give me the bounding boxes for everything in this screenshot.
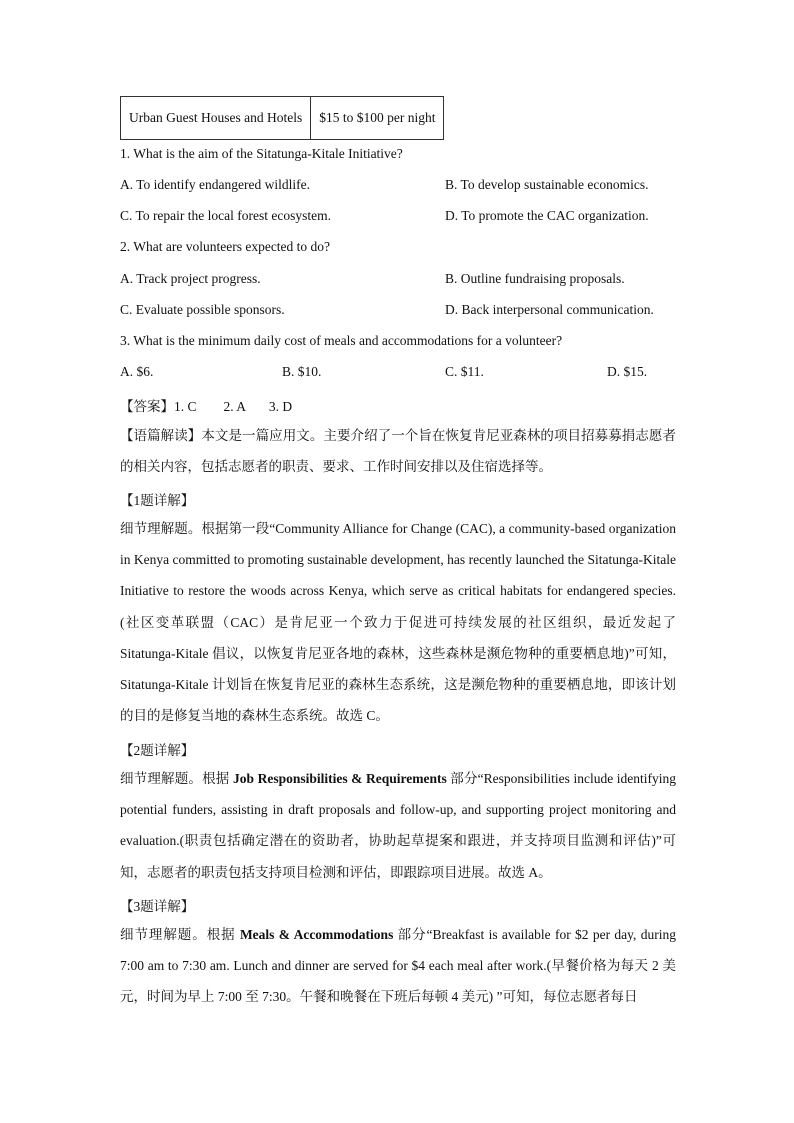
detail-3-heading: 【3题详解】: [120, 899, 195, 914]
detail-2-pre: 细节理解题。根据: [120, 771, 234, 786]
detail-1-paragraph: [120, 513, 676, 731]
detail-3-paragraph: [120, 919, 676, 1013]
question-2-option-b: B. Outline fundraising proposals.: [445, 271, 625, 286]
table-cell-accommodation-type: Urban Guest Houses and Hotels: [121, 97, 311, 140]
price-table: [120, 96, 444, 140]
summary-paragraph: [120, 420, 676, 482]
question-3: 3. What is the minimum daily cost of meals and accommodations for a volunteer?: [120, 333, 563, 348]
question-1-option-d: D. To promote the CAC organization.: [445, 208, 649, 223]
question-1-option-b: B. To develop sustainable economics.: [445, 177, 649, 192]
detail-2-section-name: Job Responsibilities & Requirements: [233, 771, 447, 786]
question-1: 1. What is the aim of the Sitatunga-Kitale Initiative?: [120, 146, 403, 161]
question-1-option-a: A. To identify endangered wildlife.: [120, 177, 311, 192]
table-row: [121, 97, 444, 140]
summary-text: 本文是一篇应用文。主要介绍了一个旨在恢复肯尼亚森林的项目招募募捐志愿者的相关内容，包括志愿者的职责、要求、工作时间安排以及住宿选择等。: [120, 428, 676, 475]
question-3-option-c: C. $11.: [445, 364, 484, 379]
question-2-option-d: D. Back interpersonal communication.: [445, 302, 654, 317]
question-1-option-c: C. To repair the local forest ecosystem.: [120, 208, 331, 223]
question-2-option-c: C. Evaluate possible sponsors.: [120, 302, 285, 317]
detail-3-section-name: Meals & Accommodations: [239, 927, 394, 942]
detail-1-text: 细节理解题。根据第一段“Community Alliance for Change (CAC), a community-based organization in Kenya committed to promoting sustainable development, has recently launched the Sitatunga-Kitale Initiative to restore the woods across Kenya, which serve as critical habitats for endangered species.(社区变革联盟（CAC）是肯尼亚一个致力于促进可持续发展的社区组织，最近发起了 Sitatunga-Kitale 倡议，以恢复肯尼亚各地的森林，这些森林是濒危物种的重要栖息地)”可知，Sitatunga-Kitale 计划旨在恢复肯尼亚的森林生态系统，这是濒危物种的重要栖息地，即该计划的目的是修复当地的森林生态系统。故选 C。: [120, 521, 676, 724]
detail-3-post: 部分“Breakfast is available for $2 per day, during 7:00 am to 7:30 am. Lunch and dinner are served for $4 each meal after work.(早餐价格为每天 2 美元，时间为早上 7:00 至 7:30。午餐和晚餐在下班后每顿 4 美元) ”可知，每位志愿者每日: [120, 927, 676, 1005]
detail-2-paragraph: [120, 763, 676, 888]
question-2: 2. What are volunteers expected to do?: [120, 239, 331, 254]
question-2-option-a: A. Track project progress.: [120, 271, 261, 286]
question-3-option-a: A. $6.: [120, 364, 154, 379]
detail-2-post: 部分“Responsibilities include identifying potential funders, assisting in draft proposals and follow-up, and supporting project monitoring and evaluation.(职责包括确定潜在的资助者，协助起草提案和跟进，并支持项目监测和评估)”可知，志愿者的职责包括支持项目检测和评估，即跟踪项目进展。故选 A。: [120, 771, 676, 880]
answer-line: 【答案】1. C 2. A 3. D: [120, 399, 293, 414]
question-3-option-d: D. $15.: [607, 364, 648, 379]
summary-label: 【语篇解读】: [120, 428, 202, 443]
detail-1-heading: 【1题详解】: [120, 493, 195, 508]
table-cell-price: $15 to $100 per night: [311, 97, 444, 140]
detail-3-pre: 细节理解题。根据: [120, 927, 240, 942]
question-3-option-b: B. $10.: [282, 364, 322, 379]
detail-2-heading: 【2题详解】: [120, 743, 195, 758]
